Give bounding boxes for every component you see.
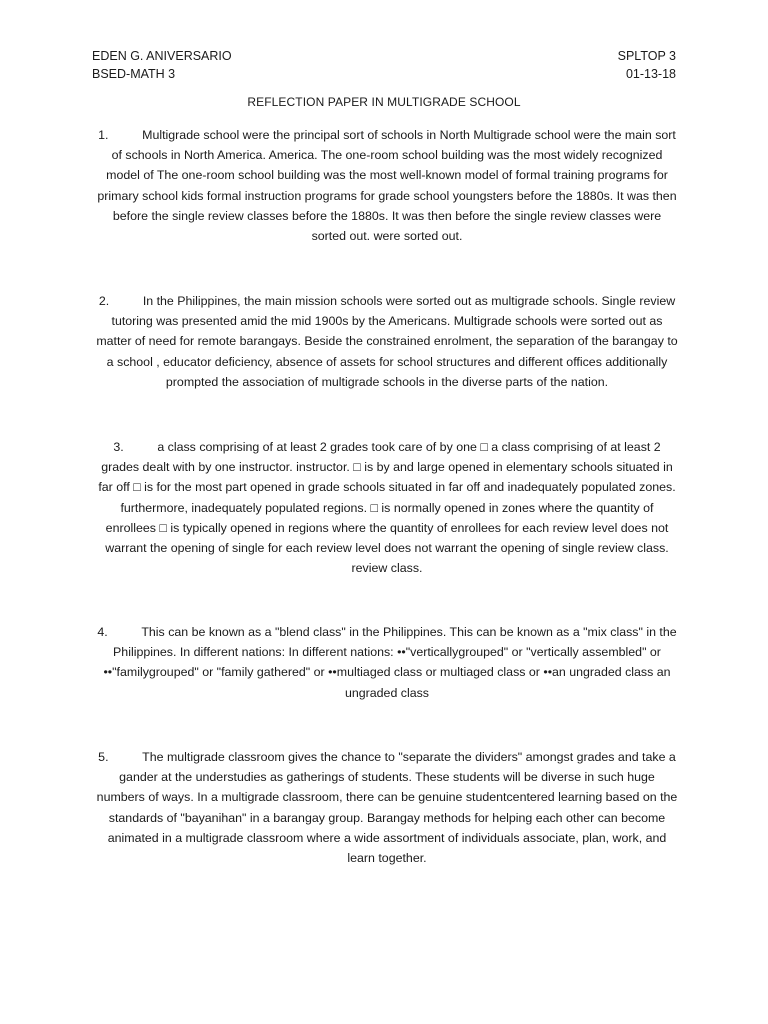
document-title: REFLECTION PAPER IN MULTIGRADE SCHOOL <box>247 95 521 109</box>
item-text: This can be known as a "blend class" in the Philippines. This can be known as a "mix class" in the Philippines. In different nations: In different nations: ••"verticallygrouped" or "vertically assembled" or ••"familygrouped" or "family gathered" or ••multiaged class or multiaged class or ••an ungraded class an ungraded class <box>103 625 677 700</box>
item-number: 1. <box>98 128 109 142</box>
item-text: The multigrade classroom gives the chance to "separate the dividers" amongst grades and take a gander at the understudies as gatherings of students. These students will be diverse in such huge numbers of ways. In a multigrade classroom, there can be genuine studentcentered learning based on the standards of "bayanihan" in a barangay group. Barangay methods for helping each other can become animated in a multigrade classroom where a wide assortment of individuals associate, plan, work, and learn together. <box>96 750 678 866</box>
author-name: EDEN G. ANIVERSARIO <box>92 49 232 63</box>
item-text: a class comprising of at least 2 grades took care of by one □ a class comprising of at least 2 grades dealt with by one instructor. instructor. □ is by and large opened in elementary schools situated in far off □ is for the most part opened in grade schools situated in far off and inadequately populated zones. furthermore, inadequately populated regions. □ is normally opened in zones where the quantity of enrollees □ is typically opened in regions where the quantity of enrollees for each review level does not warrant the opening of single for each review level does not warrant the opening of single review class. review class. <box>98 440 676 576</box>
item-number: 3. <box>113 440 124 454</box>
document-date: 01-13-18 <box>625 67 676 81</box>
course-code: SPLTOP 3 <box>617 49 676 63</box>
list-item <box>94 622 680 703</box>
course-block <box>618 47 676 83</box>
item-number: 2. <box>98 294 110 308</box>
list-item <box>94 291 680 392</box>
item-text: In the Philippines, the main mission schools were sorted out as multigrade schools. Single review tutoring was presented amid the mid 1900s by the Americans. Multigrade schools were sorted out as matter of need for remote barangays. Beside the constrained enrolment, the separation of the barangay to a school , educator deficiency, absence of assets for school structures and different offices additionally prompted the association of multigrade schools in the diverse parts of the nation. <box>96 294 678 389</box>
list-item <box>94 747 680 868</box>
author-block <box>92 47 232 83</box>
list-item <box>94 125 680 246</box>
item-text: Multigrade school were the principal sort of schools in North Multigrade school were the main sort of schools in North America. America. The one-room school building was the most widely recognized model of The one-room school building was the most well-known model of formal training programs for primary school kids formal instruction programs for grade school youngsters before the 1880s. It was then before the single review classes before the 1880s. It was then before the single review classes were sorted out. were sorted out. <box>97 128 677 244</box>
item-number: 4. <box>97 625 108 639</box>
list-item <box>94 437 680 578</box>
item-number: 5. <box>98 750 109 764</box>
author-program: BSED-MATH 3 <box>92 67 176 81</box>
